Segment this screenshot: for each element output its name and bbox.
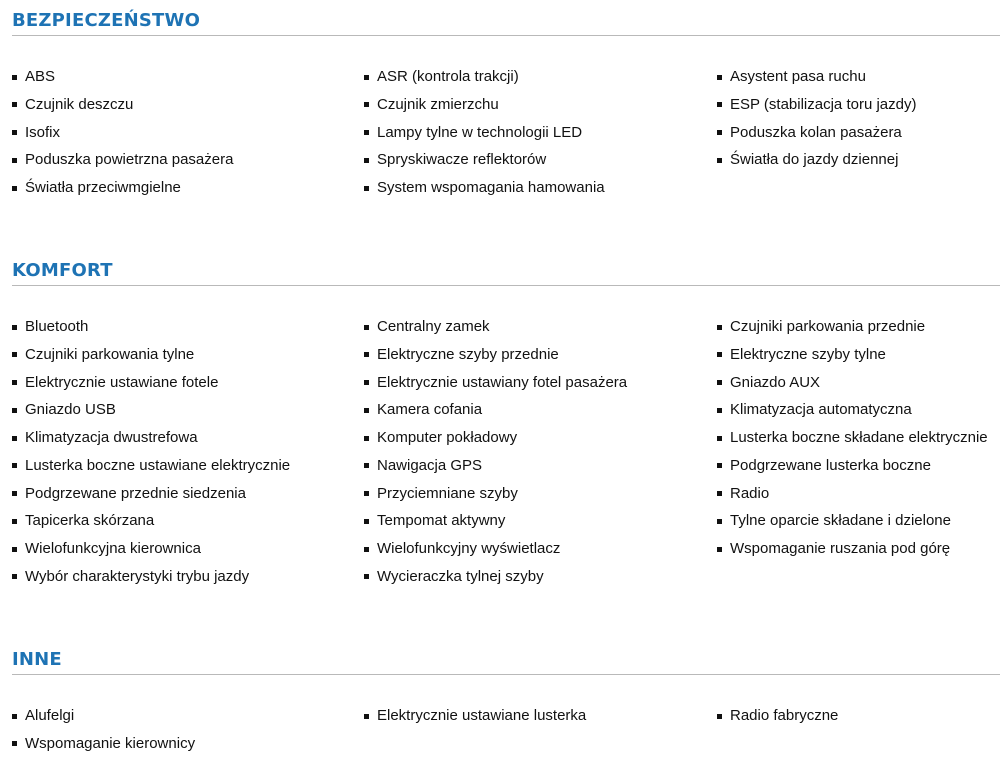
bullet-square-icon — [12, 75, 17, 80]
list-item — [364, 345, 559, 365]
list-item — [12, 150, 233, 170]
bullet-square-icon — [364, 325, 369, 330]
bullet-square-icon — [12, 741, 17, 746]
list-item-label: Komputer pokładowy — [377, 429, 518, 446]
bullet-square-icon — [364, 102, 369, 107]
list-item — [12, 95, 133, 115]
list-item — [12, 706, 74, 726]
list-item — [364, 67, 519, 87]
bullet-square-icon — [364, 491, 369, 496]
list-item-label: Wielofunkcyjna kierownica — [25, 540, 201, 557]
list-item — [12, 123, 60, 143]
bullet-square-icon — [717, 325, 722, 330]
list-item — [364, 178, 605, 198]
list-item-label: Wycieraczka tylnej szyby — [377, 567, 544, 585]
list-item — [12, 373, 218, 393]
bullet-square-icon — [12, 547, 17, 552]
bullet-square-icon — [717, 491, 722, 496]
list-item-label: Przyciemniane szyby — [377, 484, 518, 502]
bullet-square-icon — [364, 408, 369, 413]
bullet-square-icon — [12, 158, 17, 163]
list-item-label: Gniazdo AUX — [730, 373, 821, 391]
bullet-square-icon — [717, 408, 722, 413]
list-item-label: Elektryczne szyby tylne — [730, 345, 886, 363]
bullet-square-icon — [12, 380, 17, 385]
list-item-label: Kamera cofania — [377, 401, 483, 419]
bullet-square-icon — [364, 158, 369, 163]
list-item — [717, 150, 898, 170]
list-item-label: Tempomat aktywny — [377, 512, 506, 530]
list-item — [364, 567, 544, 587]
bullet-square-icon — [717, 130, 722, 135]
list-item — [717, 539, 950, 559]
bullet-square-icon — [717, 463, 722, 468]
section-inne — [12, 649, 1000, 752]
bullet-square-icon — [12, 463, 17, 468]
list-item — [717, 511, 951, 531]
list-item — [364, 484, 518, 504]
list-item-label: Elektrycznie ustawiany fotel pasażera — [377, 373, 628, 391]
section-bezpieczenstwo — [12, 10, 1000, 196]
bullet-square-icon — [364, 463, 369, 468]
bullet-square-icon — [12, 325, 17, 330]
list-item — [12, 484, 246, 504]
list-item-label: ABS — [25, 68, 56, 85]
section-divider — [12, 285, 1000, 286]
list-item — [12, 400, 116, 420]
list-item-label: Czujnik zmierzchu — [377, 95, 499, 113]
bullet-square-icon — [717, 380, 722, 385]
list-item-label: Alufelgi — [25, 707, 75, 724]
bullet-square-icon — [717, 352, 722, 357]
list-item — [364, 95, 499, 115]
list-item-label: Wspomaganie ruszania pod górę — [730, 540, 951, 557]
list-item — [12, 567, 249, 587]
list-item — [364, 400, 482, 420]
list-item-label: Lusterka boczne ustawiane elektrycznie — [25, 456, 291, 474]
section-title: INNE — [12, 649, 62, 670]
list-item — [717, 456, 931, 476]
list-item-label: Światła przeciwmgielne — [25, 179, 181, 196]
bullet-square-icon — [364, 436, 369, 441]
list-item — [717, 317, 925, 337]
bullet-square-icon — [364, 714, 369, 719]
bullet-square-icon — [364, 519, 369, 524]
list-item-label: Isofix — [25, 123, 61, 141]
list-item — [12, 67, 55, 87]
list-item-label: Tylne oparcie składane i dzielone — [730, 512, 951, 530]
list-item — [364, 373, 627, 393]
list-item — [12, 734, 195, 754]
list-item-label: Radio fabryczne — [730, 707, 839, 724]
list-item — [364, 150, 546, 170]
list-item — [717, 400, 912, 420]
list-item — [12, 317, 88, 337]
bullet-square-icon — [717, 714, 722, 719]
bullet-square-icon — [364, 574, 369, 579]
bullet-square-icon — [717, 158, 722, 163]
list-item-label: Nawigacja GPS — [377, 456, 483, 474]
bullet-square-icon — [12, 130, 17, 135]
list-item-label: Elektryczne szyby przednie — [377, 345, 559, 363]
bullet-square-icon — [12, 186, 17, 191]
list-item — [364, 317, 490, 337]
bullet-square-icon — [12, 714, 17, 719]
list-item-label: Wybór charakterystyki trybu jazdy — [25, 567, 250, 585]
list-item-label: Czujniki parkowania przednie — [730, 318, 926, 335]
section-title: BEZPIECZEŃSTWO — [12, 10, 201, 31]
list-item — [364, 539, 560, 559]
section-komfort — [12, 260, 1000, 585]
list-item-label: Klimatyzacja dwustrefowa — [25, 429, 198, 446]
list-item-label: Czujnik deszczu — [25, 95, 134, 113]
bullet-square-icon — [364, 186, 369, 191]
list-item — [12, 178, 181, 198]
section-divider — [12, 674, 1000, 675]
list-item — [717, 373, 820, 393]
bullet-square-icon — [717, 547, 722, 552]
list-item-label: Tapicerka skórzana — [25, 512, 155, 530]
bullet-square-icon — [717, 519, 722, 524]
list-item — [364, 123, 582, 143]
bullet-square-icon — [12, 352, 17, 357]
bullet-square-icon — [364, 380, 369, 385]
bullet-square-icon — [12, 102, 17, 107]
bullet-square-icon — [12, 519, 17, 524]
bullet-square-icon — [12, 574, 17, 579]
list-item-label: Klimatyzacja automatyczna — [730, 401, 912, 419]
list-item-label: ESP (stabilizacja toru jazdy) — [730, 95, 917, 113]
list-item-label: Elektrycznie ustawiane lusterka — [377, 707, 587, 724]
list-item-label: ASR (kontrola trakcji) — [377, 68, 519, 85]
bullet-square-icon — [364, 352, 369, 357]
list-item — [717, 123, 902, 143]
list-item — [364, 428, 517, 448]
bullet-square-icon — [364, 547, 369, 552]
list-item — [717, 428, 988, 448]
list-item — [717, 484, 769, 504]
list-item-label: Gniazdo USB — [25, 401, 116, 419]
list-item-label: Elektrycznie ustawiane fotele — [25, 373, 219, 391]
section-divider — [12, 35, 1000, 36]
bullet-square-icon — [364, 130, 369, 135]
list-item — [717, 95, 916, 115]
list-item — [12, 511, 154, 531]
list-item-label: Podgrzewane lusterka boczne — [730, 456, 931, 474]
bullet-square-icon — [12, 491, 17, 496]
list-item — [12, 428, 198, 448]
section-title: KOMFORT — [12, 260, 113, 281]
list-item — [717, 345, 886, 365]
bullet-square-icon — [717, 436, 722, 441]
list-item-label: Wielofunkcyjny wyświetlacz — [377, 540, 561, 557]
list-item — [12, 456, 290, 476]
list-item-label: Asystent pasa ruchu — [730, 68, 866, 85]
list-item — [364, 456, 482, 476]
list-item — [12, 539, 201, 559]
list-item — [364, 706, 586, 726]
list-item-label: Lusterka boczne składane elektrycznie — [730, 429, 988, 446]
list-item — [364, 511, 505, 531]
bullet-square-icon — [12, 408, 17, 413]
bullet-square-icon — [364, 75, 369, 80]
list-item-label: Podgrzewane przednie siedzenia — [25, 484, 246, 502]
list-item — [717, 67, 866, 87]
bullet-square-icon — [717, 102, 722, 107]
list-item — [717, 706, 838, 726]
list-item-label: Radio — [730, 484, 770, 502]
list-item-label: Światła do jazdy dziennej — [730, 151, 899, 169]
list-item-label: Spryskiwacze reflektorów — [377, 151, 547, 169]
list-item-label: Poduszka powietrzna pasażera — [25, 151, 234, 169]
list-item — [12, 345, 194, 365]
bullet-square-icon — [12, 436, 17, 441]
bullet-square-icon — [717, 75, 722, 80]
list-item-label: Centralny zamek — [377, 318, 490, 335]
list-item-label: System wspomagania hamowania — [377, 179, 605, 196]
list-item-label: Bluetooth — [25, 318, 89, 335]
list-item-label: Poduszka kolan pasażera — [730, 123, 902, 141]
list-item-label: Lampy tylne w technologii LED — [377, 123, 583, 141]
list-item-label: Wspomaganie kierownicy — [25, 734, 196, 752]
list-item-label: Czujniki parkowania tylne — [25, 345, 195, 363]
